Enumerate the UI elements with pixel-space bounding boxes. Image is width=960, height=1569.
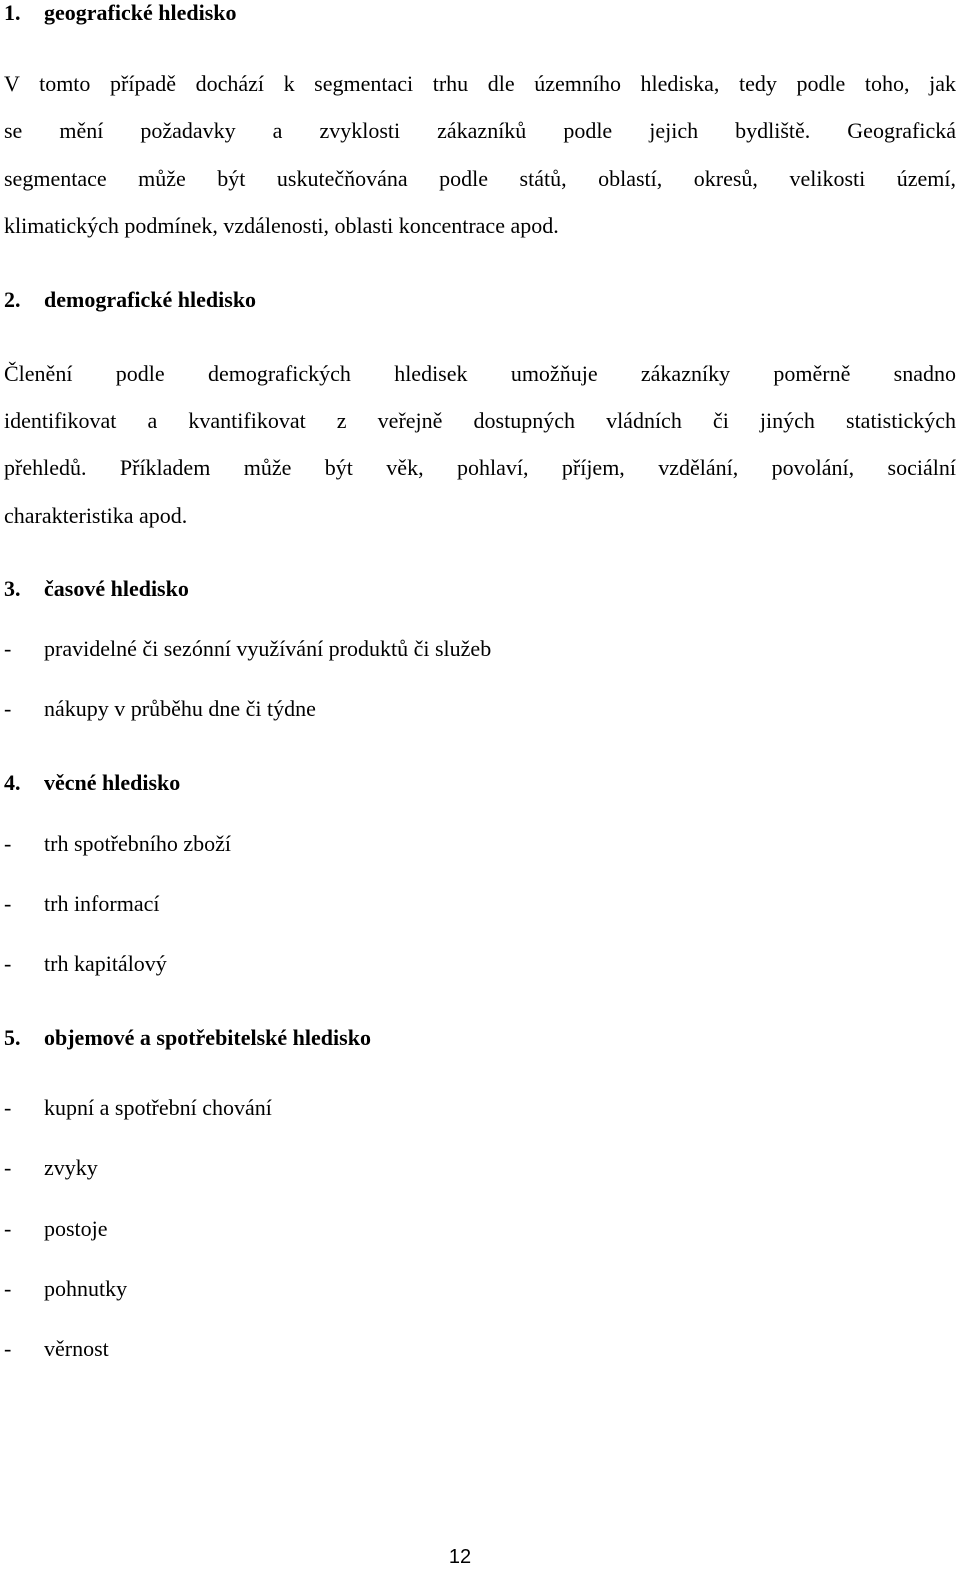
section-number: 5. (4, 1025, 21, 1050)
section-heading-demographic (4, 287, 256, 313)
section-title: demografické hledisko (44, 287, 257, 312)
section-number: 3. (4, 576, 21, 601)
section-heading-time (4, 576, 189, 602)
list-item-text: pohnutky (44, 1276, 128, 1301)
paragraph-line: klimatických podmínek, vzdálenosti, oblasti koncentrace apod. (4, 213, 559, 238)
list-item (4, 1276, 127, 1302)
section-number: 4. (4, 770, 21, 795)
paragraph-line: segmentace může být uskutečňována podle států, oblastí, okresů, velikosti území, (4, 166, 956, 191)
bullet-dash: - (4, 1216, 12, 1241)
bullet-dash: - (4, 891, 12, 916)
list-item (4, 696, 316, 722)
list-item-text: věrnost (44, 1336, 109, 1361)
paragraph-line: přehledů. Příkladem může být věk, pohlaví, příjem, vzdělání, povolání, sociální (4, 455, 956, 480)
list-item-text: trh spotřebního zboží (44, 831, 231, 856)
section-number: 2. (4, 287, 21, 312)
list-item (4, 1155, 98, 1181)
section-title: časové hledisko (44, 576, 189, 601)
list-item (4, 891, 159, 917)
section-number: 1. (4, 0, 21, 25)
paragraph-line: charakteristika apod. (4, 503, 188, 528)
list-item-text: nákupy v průběhu dne či týdne (44, 696, 316, 721)
bullet-dash: - (4, 1155, 12, 1180)
list-item (4, 1216, 108, 1242)
list-item (4, 831, 231, 857)
bullet-dash: - (4, 1336, 12, 1361)
section-title: věcné hledisko (44, 770, 181, 795)
bullet-dash: - (4, 831, 12, 856)
list-item (4, 951, 167, 977)
section-heading-material (4, 770, 180, 796)
section-title: geografické hledisko (44, 0, 237, 25)
paragraph-line: identifikovat a kvantifikovat z veřejně dostupných vládních či jiných statistických (4, 408, 956, 433)
list-item-text: zvyky (44, 1155, 98, 1180)
bullet-dash: - (4, 1276, 12, 1301)
bullet-dash: - (4, 1095, 12, 1120)
list-item (4, 1095, 272, 1121)
list-item-text: trh kapitálový (44, 951, 167, 976)
section-title: objemové a spotřebitelské hledisko (44, 1025, 371, 1050)
list-item-text: kupní a spotřební chování (44, 1095, 272, 1120)
paragraph-line: se mění požadavky a zvyklosti zákazníků podle jejich bydliště. Geografická (4, 118, 956, 143)
list-item-text: pravidelné či sezónní využívání produktů či služeb (44, 636, 492, 661)
list-item (4, 1336, 109, 1362)
list-item-text: postoje (44, 1216, 108, 1241)
bullet-dash: - (4, 951, 12, 976)
list-item-text: trh informací (44, 891, 160, 916)
bullet-dash: - (4, 636, 12, 661)
paragraph-line: V tomto případě dochází k segmentaci trhu dle územního hlediska, tedy podle toho, jak (4, 71, 956, 96)
section-heading-volume-consumer (4, 1025, 371, 1051)
list-item (4, 636, 491, 662)
section-heading-geographic (4, 0, 237, 26)
paragraph-line: Členění podle demografických hledisek umožňuje zákazníky poměrně snadno (4, 361, 956, 386)
page-number: 12 (448, 1546, 472, 1568)
bullet-dash: - (4, 696, 12, 721)
